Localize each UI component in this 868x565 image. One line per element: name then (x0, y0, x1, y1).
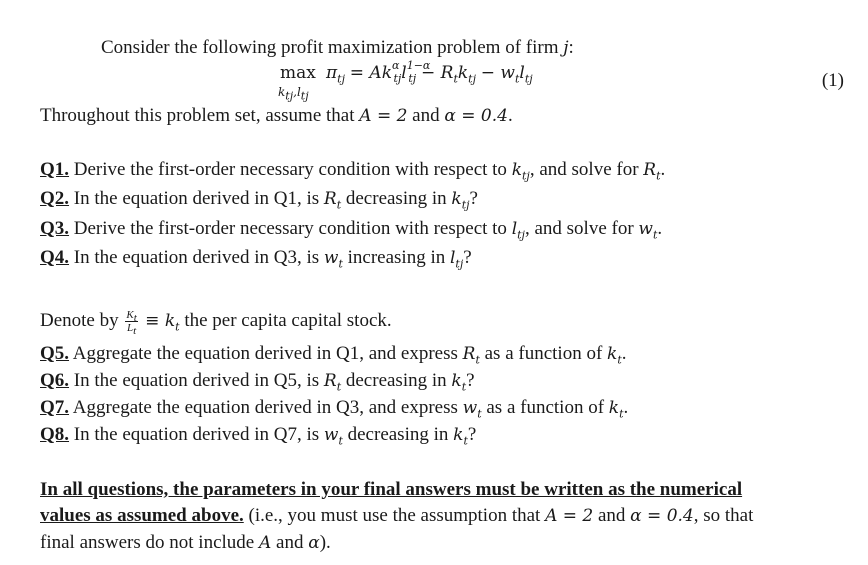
note-line-3: final answers do not include A and α). (40, 532, 331, 553)
q2-label: Q2. (40, 188, 70, 209)
question-q8: Q8. In the equation derived in Q7, is $w_t$ decreasing in $k_t$? (40, 424, 477, 448)
q6-label: Q6. (40, 370, 70, 391)
question-q3: Q3. Derive the first-order necessary condition with respect to $l_{tj}$, and solve for $w_t$. (40, 218, 663, 242)
question-q1: Q1. Derive the first-order necessary condition with respect to $k_{tj}$, and solve for $R_t$. (40, 159, 666, 183)
equation-number: (1) (821, 70, 844, 91)
q1-label: Q1. (40, 159, 70, 180)
question-q5: Q5. Aggregate the equation derived in Q1, and express $R_t$ as a function of $k_t$. (40, 343, 627, 367)
q8-label: Q8. (40, 424, 70, 445)
firm-symbol: j (563, 38, 569, 58)
q4-label: Q4. (40, 247, 70, 268)
intro-text: Consider the following profit maximization problem of firm (101, 37, 564, 58)
question-q6: Q6. In the equation derived in Q5, is $R_t$ decreasing in $k_t$? (40, 370, 475, 394)
max-operator: max $k_{tj},l_{tj}$ (278, 63, 316, 103)
question-q4: Q4. In the equation derived in Q3, is $w_t$ increasing in $l_{tj}$? (40, 247, 472, 271)
question-q7: Q7. Aggregate the equation derived in Q3, and express $w_t$ as a function of $k_t$. (40, 397, 629, 421)
q3-label: Q3. (40, 218, 70, 239)
question-q2: Q2. In the equation derived in Q1, is $R_t$ decreasing in $k_{tj}$? (40, 188, 478, 212)
assumption-alpha: α = 0.4 (444, 106, 508, 126)
q5-label: Q5. (40, 343, 70, 364)
capital-fraction: $\frac{K_t}{L_t}$ (126, 309, 137, 338)
intro-line: Consider the following profit maximization problem of firm j: (101, 37, 574, 58)
assumption-line: Throughout this problem set, assume that A = 2 and α = 0.4. (40, 105, 513, 126)
note-line-1: In all questions, the parameters in your final answers must be written as the numerical (40, 479, 743, 500)
max-subscript: $k_{tj},l_{tj}$ (278, 85, 309, 103)
q7-label: Q7. (40, 397, 70, 418)
denote-line: Denote by $\frac{K_t}{L_t}$ ≡ $k_t$ the per capita capital stock. (40, 309, 392, 338)
note-line-2: values as assumed above. (i.e., you must use the assumption that A = 2 and α = 0.4, so that (40, 505, 754, 526)
assumption-A: A = 2 (359, 106, 408, 126)
profit-equation: max $k_{tj},l_{tj}$ $\pi_{tj} = Ak^\alpha_{tj}l^{1-\alpha}_{tj} - R_tk_{tj} - w_tl_{tj}$ (278, 59, 533, 103)
